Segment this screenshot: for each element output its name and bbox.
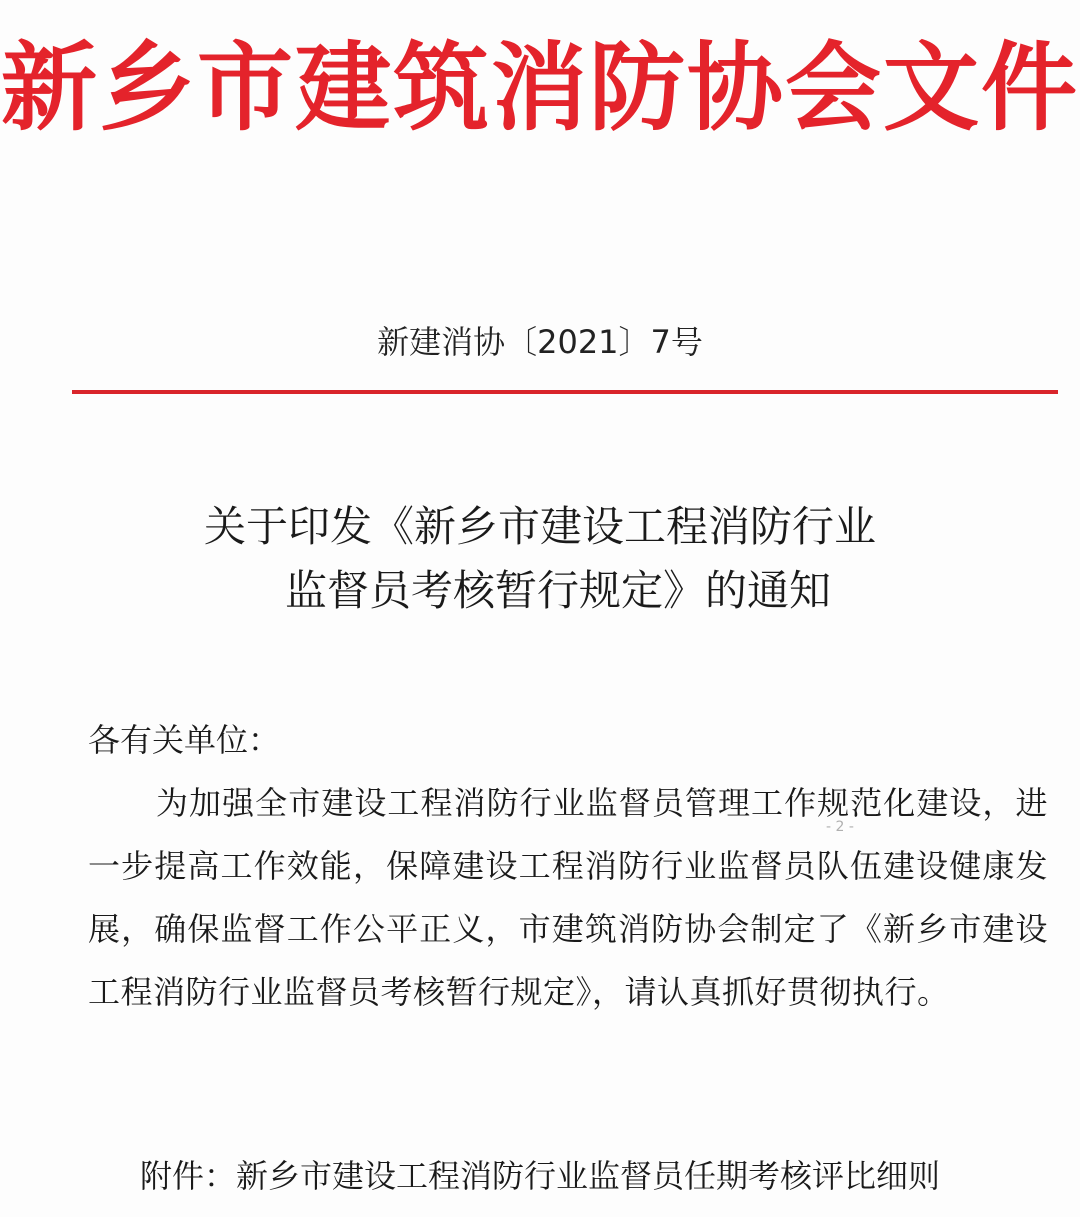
notice-title [0,495,1080,623]
notice-title-line-2: 监督员考核暂行规定》的通知 [284,566,831,615]
document-number: 新建消协〔2021〕7号 [377,323,703,361]
red-divider-line [72,390,1058,394]
notice-title-line-1: 关于印发《新乡市建设工程消防行业 [203,502,876,551]
page-number-mark: - 2 - [826,819,854,835]
body-paragraph: 为加强全市建设工程消防行业监督员管理工作规范化建设，进一步提高工作效能，保障建设工程消防行业监督员队伍建设健康发展，确保监督工作公平正义，市建筑消防协会制定了《新乡市建设工程消防行业监督员考核暂行规定》，请认真抓好贯彻执行。 [88,784,1048,1011]
salutation: 各有关单位： [88,721,281,759]
masthead-title: 新乡市建筑消防协会文件 [1,31,1079,144]
attachment-line: 附件：新乡市建设工程消防行业监督员任期考核评比细则 [140,1157,941,1195]
